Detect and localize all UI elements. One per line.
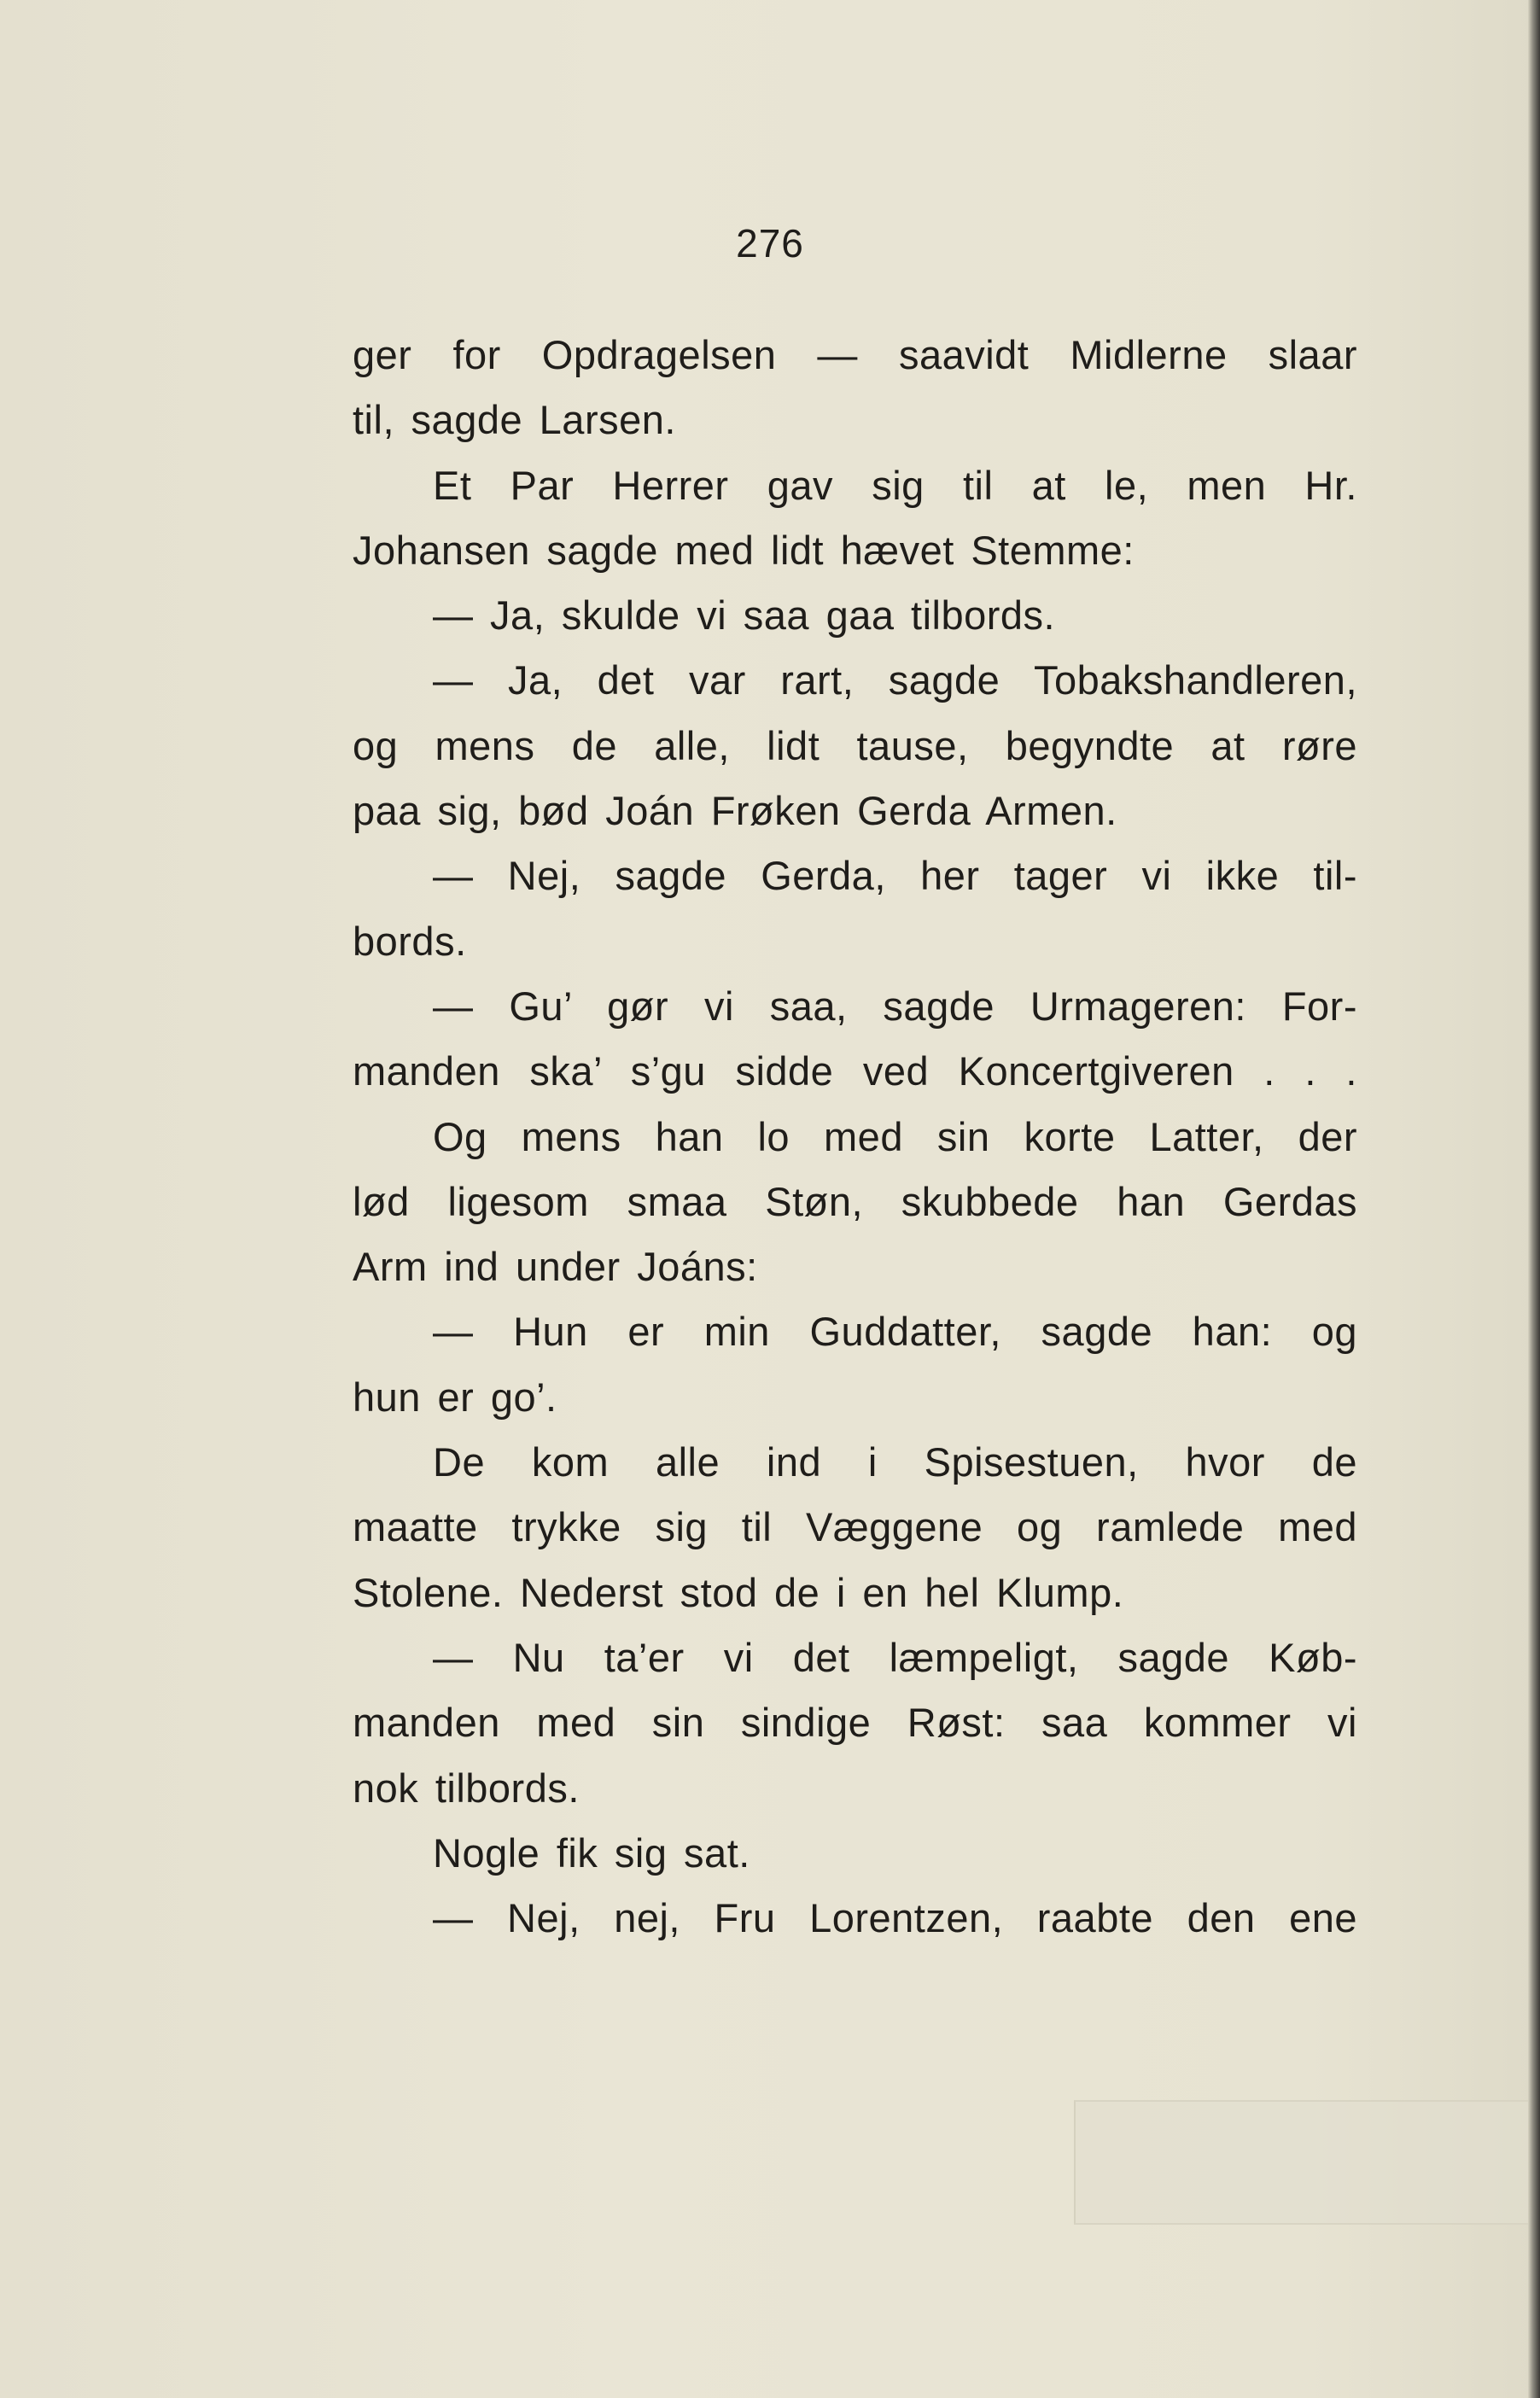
text-line: — Gu’ gør vi saa, sagde Urmageren: For- — [433, 983, 1357, 1029]
text-line: — Nej, sagde Gerda, her tager vi ikke til- — [433, 853, 1357, 899]
text-line: hun er go’. — [353, 1374, 557, 1420]
text-line: De kom alle ind i Spisestuen, hvor de — [433, 1439, 1357, 1485]
text-line: — Nej, nej, Fru Lorentzen, raabte den ene — [433, 1895, 1357, 1941]
text-line: — Ja, skulde vi saa gaa tilbords. — [433, 592, 1056, 639]
text-line: bords. — [353, 918, 467, 964]
paper-mark — [1074, 2100, 1528, 2225]
text-line: maatte trykke sig til Væggene og ramlede med — [353, 1504, 1357, 1550]
text-line: — Hun er min Guddatter, sagde han: og — [433, 1309, 1357, 1355]
text-line: Og mens han lo med sin korte Latter, der — [433, 1113, 1357, 1159]
text-line: — Nu ta’er vi det læmpeligt, sagde Køb- — [433, 1634, 1357, 1680]
text-line: ger for Opdragelsen — saavidt Midlerne slaar — [353, 332, 1357, 377]
text-line: Nogle fik sig sat. — [433, 1829, 750, 1876]
page-binding-edge — [1528, 0, 1540, 2398]
text-line: paa sig, bød Joán Frøken Gerda Armen. — [353, 788, 1117, 834]
text-line: manden ska’ s’gu sidde ved Koncertgiveren . . . — [353, 1048, 1357, 1094]
text-line: Stolene. Nederst stod de i en hel Klump. — [353, 1569, 1124, 1615]
text-line: Et Par Herrer gav sig til at le, men Hr. — [433, 462, 1357, 508]
text-line: lød ligesom smaa Støn, skubbede han Gerdas — [353, 1178, 1357, 1224]
text-line: nok tilbords. — [353, 1765, 580, 1811]
text-line: — Ja, det var rart, sagde Tobakshandleren, — [433, 657, 1357, 703]
body-text — [353, 323, 1357, 1951]
page-number: 276 — [736, 221, 804, 265]
text-line: manden med sin sindige Røst: saa kommer vi — [353, 1700, 1357, 1746]
text-line: Arm ind under Joáns: — [353, 1244, 758, 1290]
text-line: Johansen sagde med lidt hævet Stemme: — [353, 527, 1135, 573]
text-line: og mens de alle, lidt tause, begyndte at røre — [353, 722, 1357, 768]
text-line: til, sagde Larsen. — [353, 397, 676, 443]
